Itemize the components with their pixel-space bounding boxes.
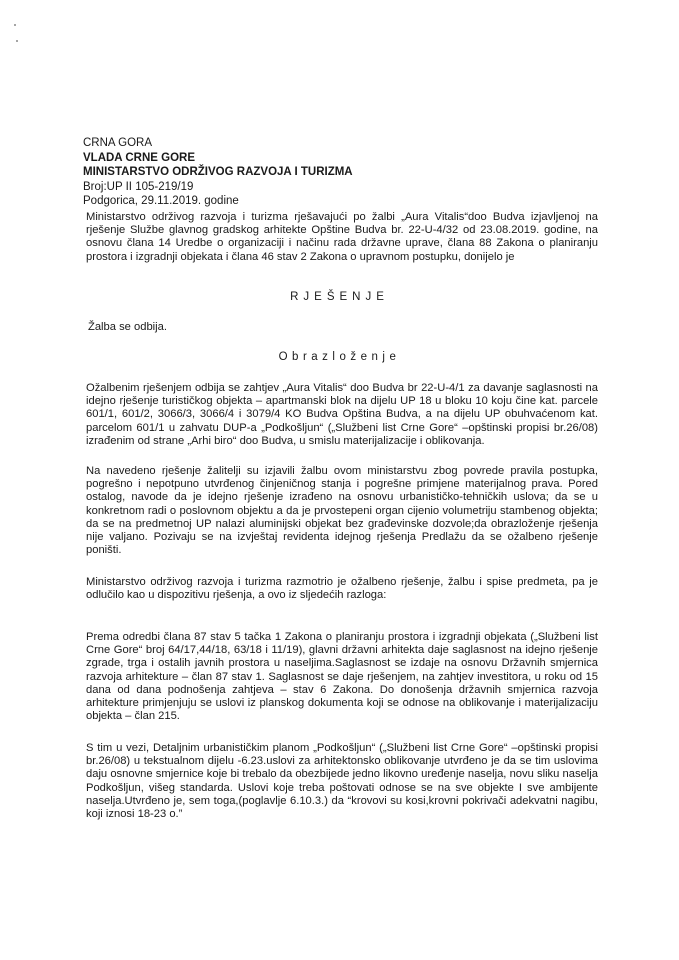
intro-paragraph: Ministarstvo održivog razvoja i turizma rješavajući po žalbi „Aura Vitalis“doo Budva izjavljenoj na rješenje Službe glavnog gradskog arhitekte Opštine Budva br. 22-U-4/32 od 23.08.2019. godine, na osnovu člana 14 Uredbe o organizaciji i načinu rada državne uprave, člana 88 Zakona o planiranju prostora i izgradnji objekata i člana 46 stav 2 Zakona o upravnom postupku, donijelo je — [86, 211, 598, 263]
place-date: Podgorica, 29.11.2019. godine — [83, 195, 239, 207]
paragraph-5: S tim u vezi, Detaljnim urbanističkim planom „Podkošljun“ („Službeni list Crne Gore“ –opštinski propisi br.26/08) u tekstualnom dijelu -6.23.uslovi za arhitektonsko oblikovanje utvrđeno je da se tim uslovima daju osnovne smjernice koje bi trebalo da obezbijede jedno likovno uređenje naselja, novu sliku naselja Podkošljun, višeg standarda. Uslovi koje treba poštovati odnose se na sve objekte I sve ambijente naselja.Utvrđeno je, sem toga,(poglavlje 6.10.3.) da “krovovi su kosi,krovni pokrivači adekvatni nagibu, koji iznosi 18-23 o.” — [86, 742, 598, 821]
case-number: Broj:UP II 105-219/19 — [83, 180, 194, 193]
paragraph-3: Ministarstvo održivog razvoja i turizma razmotrio je ožalbeno rješenje, žalbu i spise predmeta, pa je odlučilo kao u dispozitivu rješenja, a ovo iz sljedećih razloga: — [86, 576, 598, 602]
decision-text: Žalba se odbija. — [88, 321, 167, 333]
scan-speck — [16, 40, 18, 42]
reasoning-title: Obrazloženje — [278, 351, 401, 363]
paragraph-2: Na navedeno rješenje žalitelji su izjavili žalbu ovom ministarstvu zbog povrede pravila postupka, pogrešno i nepotpuno utvrđenog činjeničnog stanja i pogrešne primjene materijalnog prava. Pored ostalog, navode da je idejno rješenje izrađeno na osnovu urbanističko-tehničkih uslova; da se u konkretnom radi o poslovnom objektu a da je prvostepeni organ cijenio volumetriju stambenog objekta; da se na predmetnoj UP nalazi aluminijski objekat bez građevinske dozvole;da obrazloženje rješenja nije valjano. Pozivaju se na izvještaj revidenta idejnog rješenja Predlažu da se ožalbeno rješenje poništi. — [86, 465, 598, 557]
paragraph-4: Prema odredbi člana 87 stav 5 tačka 1 Zakona o planiranju prostora i izgradnji objekata („Službeni list Crne Gore“ broj 64/17,44/18, 63/18 i 11/19), glavni državni arhitekta daje saglasnost na idejno rješenje zgrade, trga i ostalih javnih prostora u naseljima.Saglasnost se izdaje na osnovu Državnih smjernica razvoja arhitekture – član 87 stav 1. Saglasnost se daje rješenjem, na zahtjev investitora, u roku od 15 dana od dana podnošenja zahtjeva – stav 6 Zakona. Do donošenja državnih smjernica razvoja arhitekture primjenjuju se uslovi iz planskog dokumenta koji se odnose na oblikovanje i materijalizaciju objekta – član 215. — [86, 631, 598, 723]
letterhead — [83, 136, 353, 209]
decision-title: RJEŠENJE — [290, 291, 389, 303]
country-line: CRNA GORA — [83, 137, 153, 149]
ministry-line: MINISTARSTVO ODRŽIVOG RAZVOJA I TURIZMA — [83, 166, 353, 178]
paragraph-1: Ožalbenim rješenjem odbija se zahtjev „Aura Vitalis“ doo Budva br 22-U-4/1 za davanje saglasnosti na idejno rješenje turističkog objekta – apartmanski blok na dijelu UP 18 u bloku 10 koju čine kat. parcele 601/1, 601/2, 3066/3, 3066/4 i 3079/4 KO Budva Opština Budva, a na dijelu UP obuhvaćenom kat. parcelom 601/1 u zahvatu DUP-a „Podkošljun“ („Službeni list Crne Gore“ –opštinski propisi br.26/08) izrađenim od strane „Arhi biro“ doo Budva, u smislu materijalizacije i oblikovanja. — [86, 382, 598, 447]
government-line: VLADA CRNE GORE — [83, 151, 196, 164]
scan-speck — [14, 24, 16, 26]
